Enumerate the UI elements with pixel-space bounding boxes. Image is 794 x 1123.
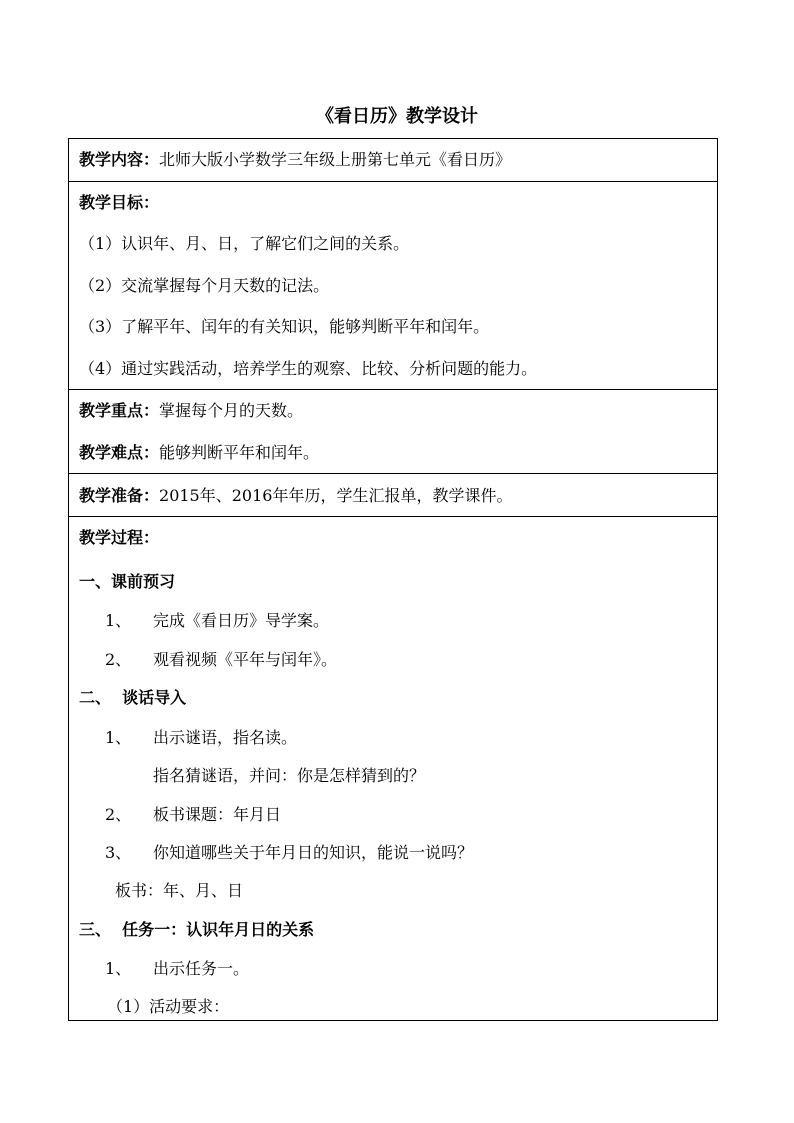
key-point-row (79, 400, 303, 422)
note-text: （1）活动要求： (107, 997, 230, 1016)
item-number: 1、 (105, 959, 132, 978)
objectives-label: 教学目标： (79, 193, 160, 212)
content-label: 教学内容： (79, 150, 160, 169)
list-item (105, 958, 249, 980)
note-text: 板书：年、月、日 (115, 881, 244, 900)
difficult-point-label: 教学难点： (79, 443, 160, 462)
process-label: 教学过程： (79, 528, 160, 547)
objective-item: （1）认识年、月、日，了解它们之间的关系。 (79, 234, 410, 253)
item-text: 出示任务一。 (153, 959, 250, 978)
content-value: 北师大版小学数学三年级上册第七单元《看日历》 (159, 150, 512, 169)
objective-item: （4）通过实践活动，培养学生的观察、比较、分析问题的能力。 (79, 359, 538, 378)
objective-item: （2）交流掌握每个月天数的记法。 (79, 276, 330, 295)
list-item (105, 804, 281, 826)
item-number: 3、 (105, 843, 132, 862)
item-text: 出示谜语，指名读。 (153, 728, 298, 747)
item-text: 完成《看日历》导学案。 (153, 611, 330, 630)
section-heading: 一、课前预习 (79, 572, 176, 591)
item-number: 2、 (105, 650, 132, 669)
row-divider (69, 473, 717, 474)
list-item (105, 727, 297, 749)
objective-item: （3）了解平年、闰年的有关知识，能够判断平年和闰年。 (79, 317, 490, 336)
list-item (105, 649, 337, 671)
row-divider (69, 389, 717, 390)
page-title: 《看日历》教学设计 (316, 106, 478, 127)
preparation-value: 2015年、2016年年历，学生汇报单，教学课件。 (159, 486, 513, 505)
list-item (105, 842, 473, 864)
item-text: 观看视频《平年与闰年》。 (153, 650, 338, 669)
item-text: 你知道哪些关于年月日的知识，能说一说吗？ (153, 843, 474, 862)
lesson-plan-table (68, 138, 718, 1021)
key-point-label: 教学重点： (79, 401, 160, 420)
row-divider (69, 516, 717, 517)
item-text: 板书课题：年月日 (153, 805, 282, 824)
sub-item-text: 指名猜谜语，并问：你是怎样猜到的？ (153, 766, 426, 785)
difficult-point-row (79, 442, 319, 464)
section-heading: 三、 任务一：认识年月日的关系 (79, 920, 315, 939)
item-number: 1、 (105, 728, 132, 747)
preparation-label: 教学准备： (79, 486, 160, 505)
list-item (105, 610, 329, 632)
content-row (79, 149, 511, 171)
difficult-point-value: 能够判断平年和闰年。 (159, 443, 320, 462)
key-point-value: 掌握每个月的天数。 (159, 401, 304, 420)
row-divider (69, 181, 717, 182)
item-number: 1、 (105, 611, 132, 630)
preparation-row (79, 485, 512, 507)
section-heading: 二、 谈话导入 (79, 688, 187, 707)
item-number: 2、 (105, 805, 132, 824)
